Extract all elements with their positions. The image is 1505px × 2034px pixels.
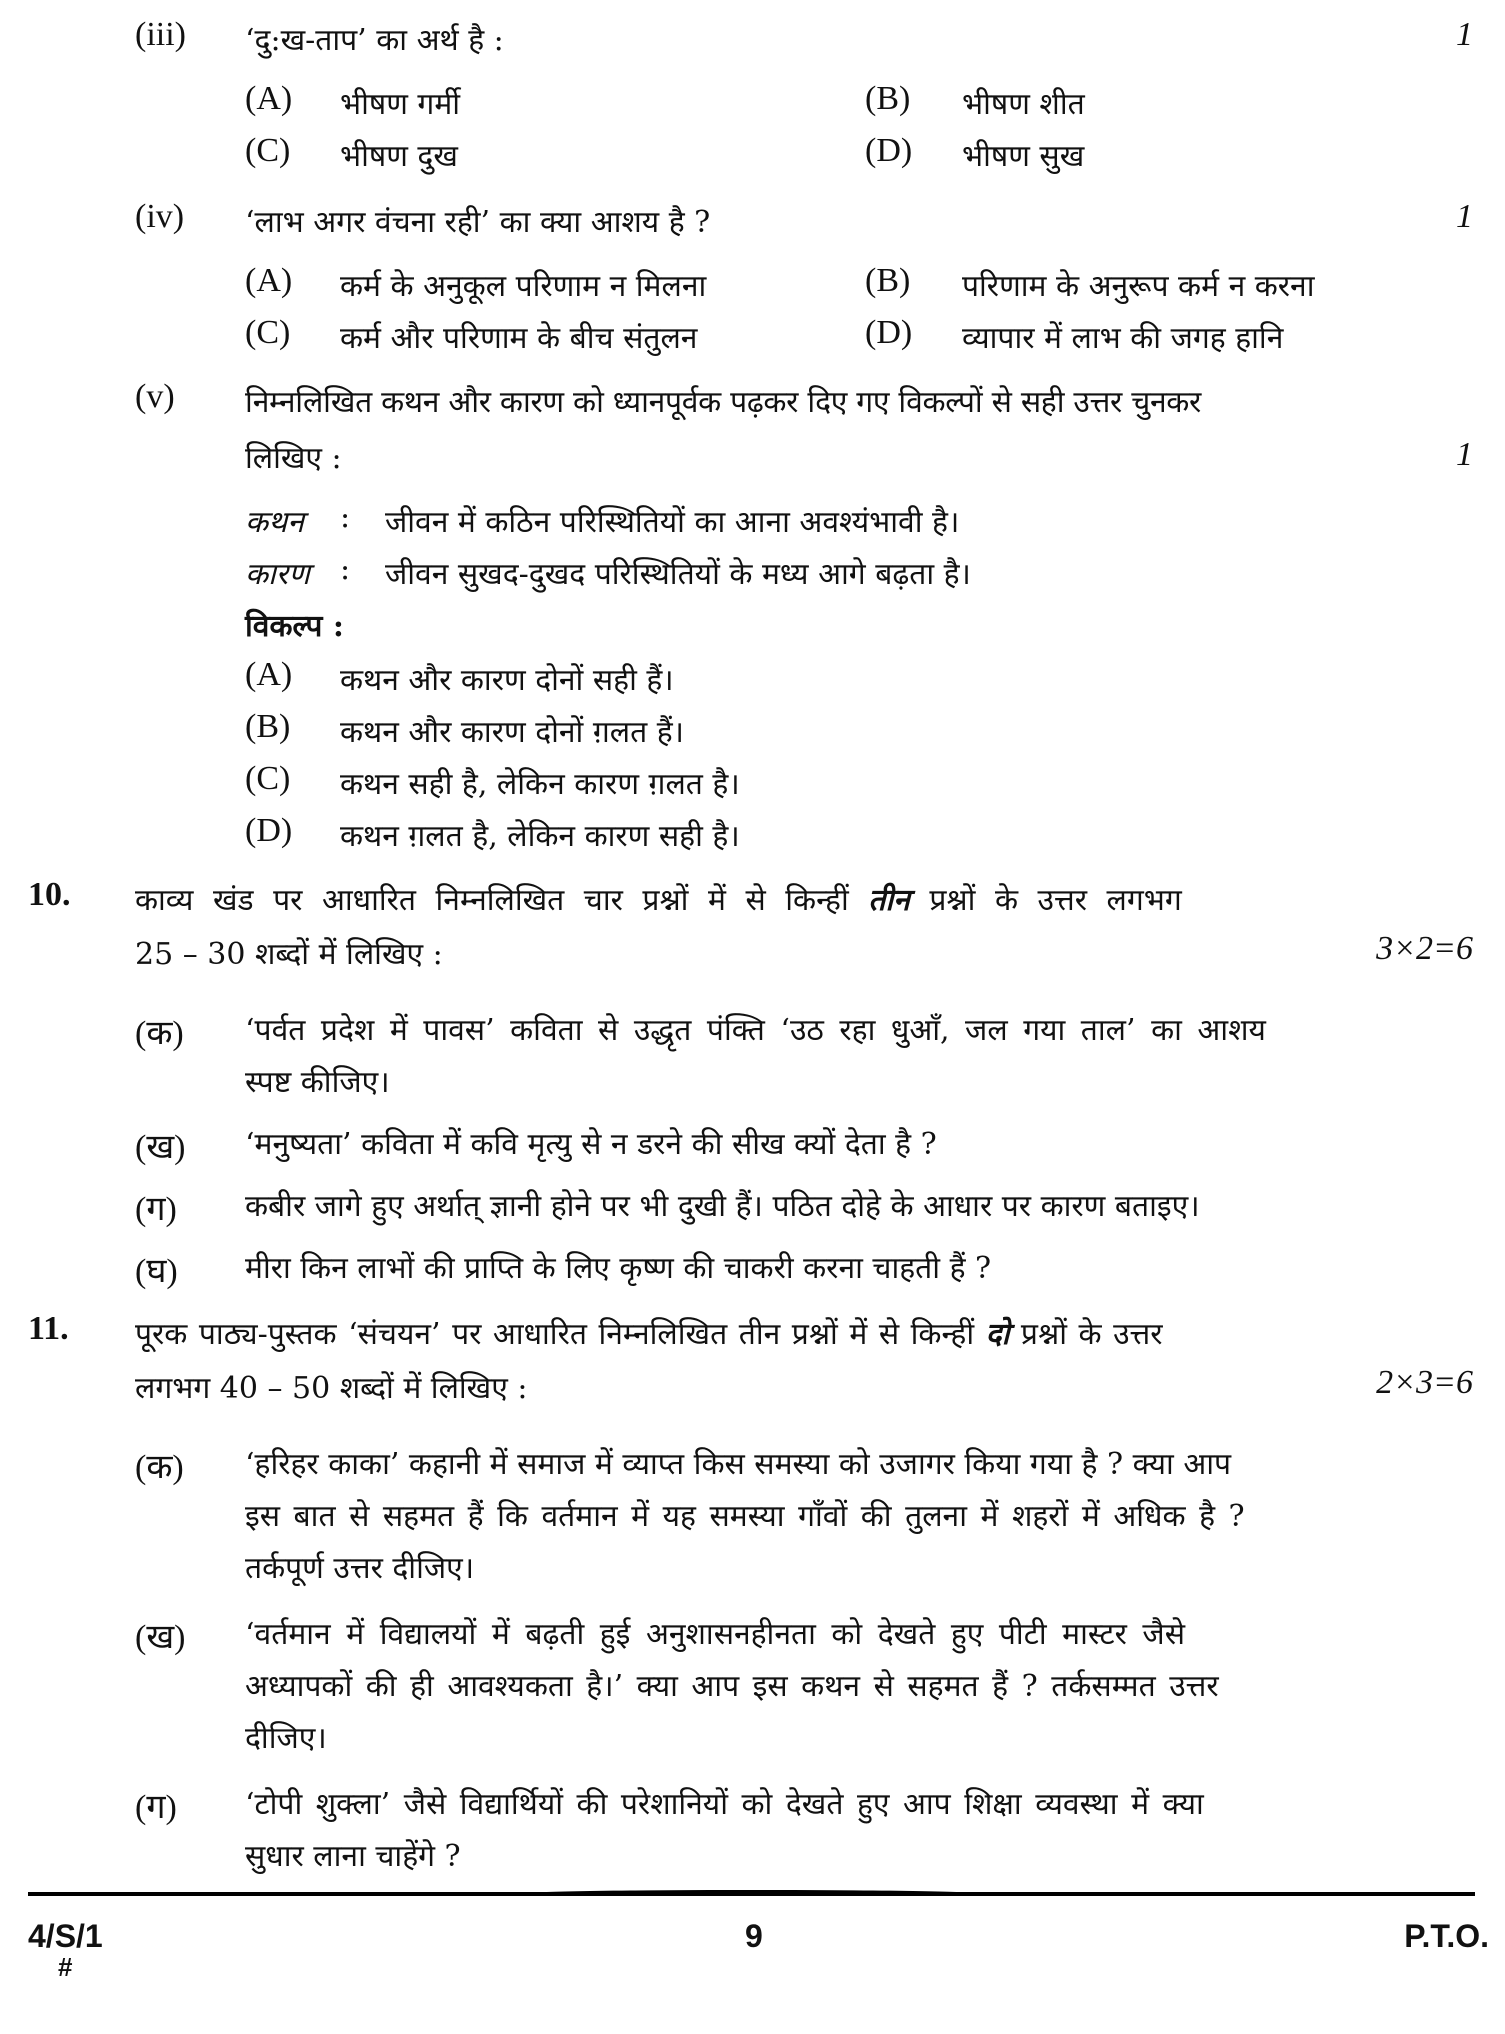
sub-question-text: ‘दु:ख-ताप’ का अर्थ है : (245, 23, 504, 58)
footer-divider (28, 1892, 1475, 1896)
part-text-line2: इस बात से सहमत हैं कि वर्तमान में यह समस्या गाँवों की तुलना में शहरों में अधिक है ? (245, 1499, 1245, 1534)
part-text-line2: अध्यापकों की ही आवश्यकता है।’ क्या आप इस कथन से सहमत हैं ? तर्कसम्मत उत्तर (245, 1669, 1219, 1704)
option-text: भीषण गर्मी (340, 87, 461, 122)
option-text: भीषण शीत (962, 87, 1085, 122)
question-text-line1 (135, 878, 1393, 919)
pto-label: P.T.O. (1404, 1918, 1489, 1954)
part-text-line2: स्पष्ट कीजिए। (245, 1065, 390, 1100)
marks: 2×3=6 (1376, 1364, 1473, 1401)
option-label: (D) (865, 314, 913, 351)
option-text: भीषण सुख (962, 139, 1085, 174)
assertion-text: जीवन में कठिन परिस्थितियों का आना अवश्यंभावी है। (385, 505, 960, 540)
option-text: कथन ग़लत है, लेकिन कारण सही है। (340, 819, 740, 854)
part-label: (क) (135, 1449, 184, 1486)
part-label: (घ) (135, 1253, 178, 1290)
option-label: (A) (245, 80, 293, 117)
option-text: परिणाम के अनुरूप कर्म न करना (962, 269, 1315, 304)
part-label: (ख) (135, 1129, 186, 1166)
option-label: (B) (865, 80, 911, 117)
part-label: (ख) (135, 1619, 186, 1656)
part-text-line1: ‘टोपी शुक्ला’ जैसे विद्यार्थियों की परेशानियों को देखते हुए आप शिक्षा व्यवस्था में क्या (245, 1787, 1204, 1822)
option-label: (C) (245, 314, 291, 351)
question-number: 10. (28, 876, 71, 913)
option-text: भीषण दुख (340, 139, 458, 174)
page-number: 9 (745, 1918, 763, 1954)
part-text-line1: ‘पर्वत प्रदेश में पावस’ कविता से उद्धृत पंक्ति ‘उठ रहा धुआँ, जल गया ताल’ का आशय (245, 1013, 1266, 1048)
option-label: (D) (865, 132, 913, 169)
option-label: (B) (245, 708, 291, 745)
part-text: मीरा किन लाभों की प्राप्ति के लिए कृष्ण की चाकरी करना चाहती हैं ? (245, 1251, 992, 1286)
sub-question-text-line2: लिखिए : (245, 441, 342, 476)
emphasis: दो (985, 1317, 1010, 1352)
text: पूरक पाठ्य-पुस्तक ‘संचयन’ पर आधारित निम्नलिखित तीन प्रश्नों में से किन्हीं (135, 1317, 986, 1352)
marks: 3×2=6 (1376, 930, 1473, 967)
part-text: ‘मनुष्यता’ कविता में कवि मृत्यु से न डरने की सीख क्यों देता है ? (245, 1127, 937, 1162)
part-text-line3: दीजिए। (245, 1721, 327, 1756)
option-label: (C) (245, 132, 291, 169)
option-text: कर्म के अनुकूल परिणाम न मिलना (340, 269, 707, 304)
option-label: (C) (245, 760, 291, 797)
question-number: 11. (28, 1310, 69, 1347)
part-text-line2: सुधार लाना चाहेंगे ? (245, 1839, 461, 1874)
part-text-line1: ‘हरिहर काका’ कहानी में समाज में व्याप्त किस समस्या को उजागर किया गया है ? क्या आप (245, 1447, 1232, 1482)
sub-question-label: (iv) (135, 198, 185, 235)
marks: 1 (1456, 436, 1473, 473)
option-text: कथन और कारण दोनों सही हैं। (340, 663, 674, 698)
reason-label: कारण (245, 557, 310, 592)
options-heading: विकल्प : (245, 609, 344, 644)
paper-code: 4/S/1 (28, 1918, 103, 1954)
reason-text: जीवन सुखद-दुखद परिस्थितियों के मध्य आगे बढ़ता है। (385, 557, 971, 592)
sub-question-label: (iii) (135, 16, 186, 53)
part-text-line1: ‘वर्तमान में विद्यालयों में बढ़ती हुई अनुशासनहीनता को देखते हुए पीटी मास्टर जैसे (245, 1617, 1185, 1652)
option-label: (A) (245, 656, 293, 693)
option-label: (B) (865, 262, 911, 299)
reason-colon: : (340, 552, 351, 587)
option-text: व्यापार में लाभ की जगह हानि (962, 321, 1284, 356)
part-label: (क) (135, 1015, 184, 1052)
text: प्रश्नों के उत्तर (1009, 1317, 1163, 1352)
part-text: कबीर जागे हुए अर्थात् ज्ञानी होने पर भी दुखी हैं। पठित दोहे के आधार पर कारण बताइए। (245, 1189, 1200, 1224)
emphasis: तीन (868, 883, 910, 918)
assertion-label: कथन (245, 505, 304, 540)
text: काव्य खंड पर आधारित निम्नलिखित चार प्रश्नों में से किन्हीं (135, 883, 869, 918)
option-label: (A) (245, 262, 293, 299)
option-text: कथन और कारण दोनों ग़लत हैं। (340, 715, 685, 750)
text: प्रश्नों के उत्तर लगभग (909, 883, 1182, 918)
option-text: कथन सही है, लेकिन कारण ग़लत है। (340, 767, 740, 802)
marks: 1 (1456, 16, 1473, 53)
part-label: (ग) (135, 1191, 177, 1228)
hash-mark: # (58, 1952, 73, 1982)
option-label: (D) (245, 812, 293, 849)
question-text-line2: 25 – 30 शब्दों में लिखिए : (135, 937, 443, 972)
sub-question-text: ‘लाभ अगर वंचना रही’ का क्या आशय है ? (245, 205, 711, 240)
sub-question-label: (v) (135, 378, 175, 415)
assertion-colon: : (340, 500, 351, 535)
marks: 1 (1456, 198, 1473, 235)
question-text-line1 (135, 1312, 1163, 1353)
part-label: (ग) (135, 1789, 177, 1826)
part-text-line3: तर्कपूर्ण उत्तर दीजिए। (245, 1551, 475, 1586)
option-text: कर्म और परिणाम के बीच संतुलन (340, 321, 698, 356)
question-text-line2: लगभग 40 – 50 शब्दों में लिखिए : (135, 1371, 528, 1406)
sub-question-text-line1: निम्नलिखित कथन और कारण को ध्यानपूर्वक पढ़कर दिए गए विकल्पों से सही उत्तर चुनकर (245, 385, 1202, 420)
